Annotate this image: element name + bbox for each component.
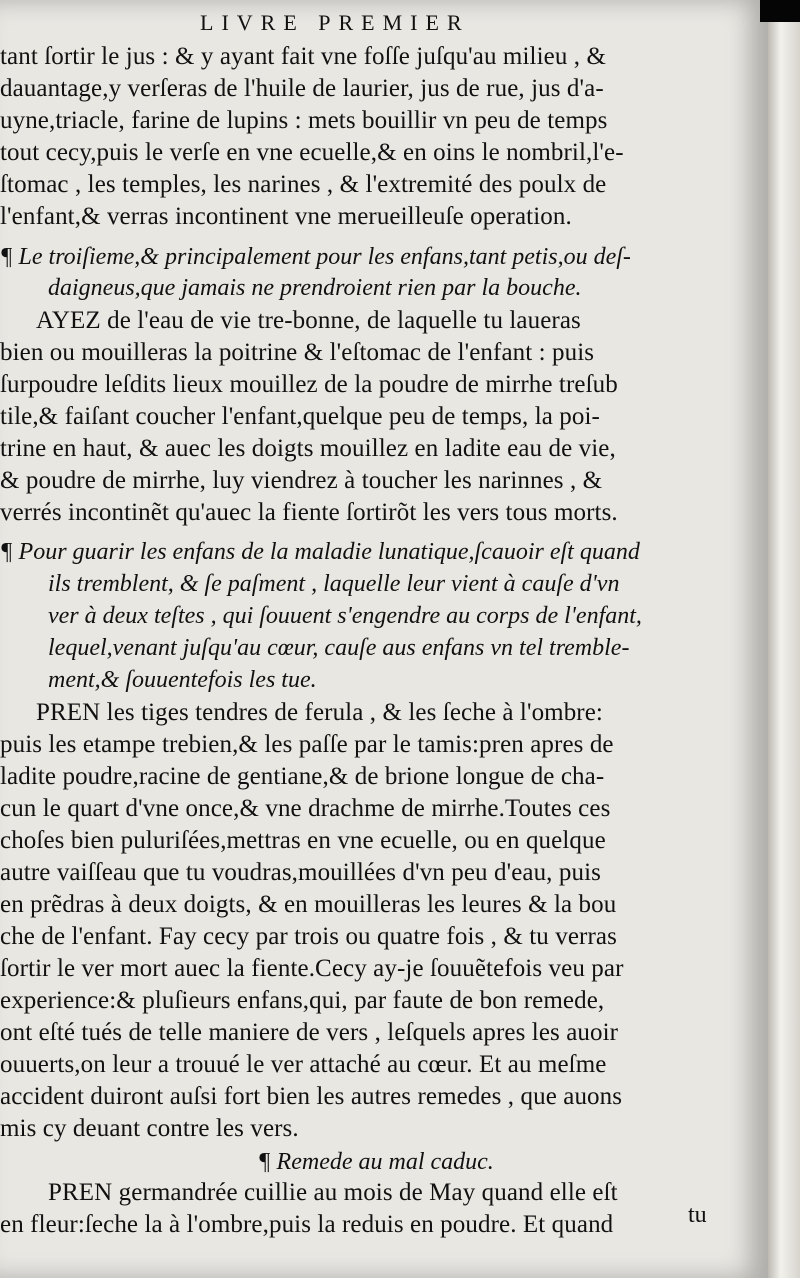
body-line: PREN les tiges tendres de ferula , & les ſeche à l'ombre: — [36, 699, 603, 726]
catchword: tu — [688, 1202, 707, 1228]
heading-line: lequel,venant juſqu'au cœur, cauſe aus enfans vn tel tremble- — [48, 635, 630, 661]
body-line: uyne,triacle, farine de lupins : mets bouillir vn peu de temps — [0, 107, 608, 134]
body-line: autre vaiſſeau que tu voudras,mouillées d'vn peu d'eau, puis — [0, 859, 601, 886]
body-line: bien ou mouilleras la poitrine & l'eſtomac de l'enfant : puis — [0, 339, 595, 366]
running-header: LIVRE PREMIER — [200, 10, 470, 35]
body-line: verrés incontinẽt qu'auec la fiente ſortirõt les vers tous morts. — [0, 499, 618, 526]
heading-line: ¶ Le troiſieme,& principalement pour les enfans,tant petis,ou deſ- — [0, 244, 631, 270]
body-line: tant ſortir le jus : & y ayant fait vne foſſe juſqu'au milieu , & — [0, 43, 607, 70]
body-line: AYEZ de l'eau de vie tre-bonne, de laquelle tu laueras — [36, 307, 581, 334]
body-line: & poudre de mirrhe, luy viendrez à toucher les narinnes , & — [0, 467, 603, 494]
body-line: PREN germandrée cuillie au mois de May quand elle eſt — [48, 1179, 618, 1206]
body-line: dauantage,y verſeras de l'huile de laurier, jus de rue, jus d'a- — [0, 75, 604, 102]
body-line: ladite poudre,racine de gentiane,& de brione longue de cha- — [0, 763, 605, 790]
body-line: che de l'enfant. Fay cecy par trois ou quatre fois , & tu verras — [0, 923, 617, 950]
body-line: ſortir le ver mort auec la fiente.Cecy ay-je ſouuẽtefois veu par — [0, 955, 624, 982]
body-line: experience:& pluſieurs enfans,qui, par faute de bon remede, — [0, 987, 605, 1014]
body-line: puis les etampe trebien,& les paſſe par le tamis:pren apres de — [0, 731, 614, 758]
body-line: cun le quart d'vne once,& vne drachme de mirrhe.Toutes ces — [0, 795, 611, 822]
body-line: tout cecy,puis le verſe en vne ecuelle,& en oins le nombril,l'e- — [0, 139, 624, 166]
body-line: ont eſté tués de telle maniere de vers , leſquels apres les auoir — [0, 1019, 619, 1046]
heading-line: ment,& ſouuentefois les tue. — [48, 667, 317, 693]
body-line: accident duiront auſsi fort bien les autres remedes , que auons — [0, 1083, 623, 1110]
page-edge — [768, 0, 800, 1278]
body-line: ſurpoudre leſdits lieux mouillez de la poudre de mirrhe treſub — [0, 371, 618, 398]
body-line: tile,& faiſant coucher l'enfant,quelque peu de temps, la poi- — [0, 403, 600, 430]
body-line: en prẽdras à deux doigts, & en mouilleras les leures & la bou — [0, 891, 617, 918]
body-line: choſes bien puluriſées,mettras en vne ecuelle, ou en quelque — [0, 827, 606, 854]
heading-line: daigneus,que jamais ne prendroient rien par la bouche. — [48, 275, 582, 301]
body-line: en fleur:ſeche la à l'ombre,puis la reduis en poudre. Et quand — [0, 1211, 614, 1238]
body-line: ſtomac , les temples, les narines , & l'extremité des poulx de — [0, 171, 607, 198]
body-line: l'enfant,& verras incontinent vne merueilleuſe operation. — [0, 203, 572, 230]
heading-line: ¶ Pour guarir les enfans de la maladie lunatique,ſcauoir eſt quand — [0, 539, 640, 565]
body-line: trine en haut, & auec les doigts mouillez en ladite eau de vie, — [0, 435, 616, 462]
scan-border — [760, 0, 800, 22]
heading-line: ver à deux teſtes , qui ſouuent s'engendre au corps de l'enfant, — [48, 603, 642, 629]
heading-line: ¶ Remede au mal caduc. — [258, 1149, 494, 1175]
heading-line: ils tremblent, & ſe paſment , laquelle leur vient à cauſe d'vn — [48, 571, 620, 597]
body-line: mis cy deuant contre les vers. — [0, 1115, 299, 1142]
body-line: ouuerts,on leur a trouué le ver attaché au cœur. Et au meſme — [0, 1051, 607, 1078]
